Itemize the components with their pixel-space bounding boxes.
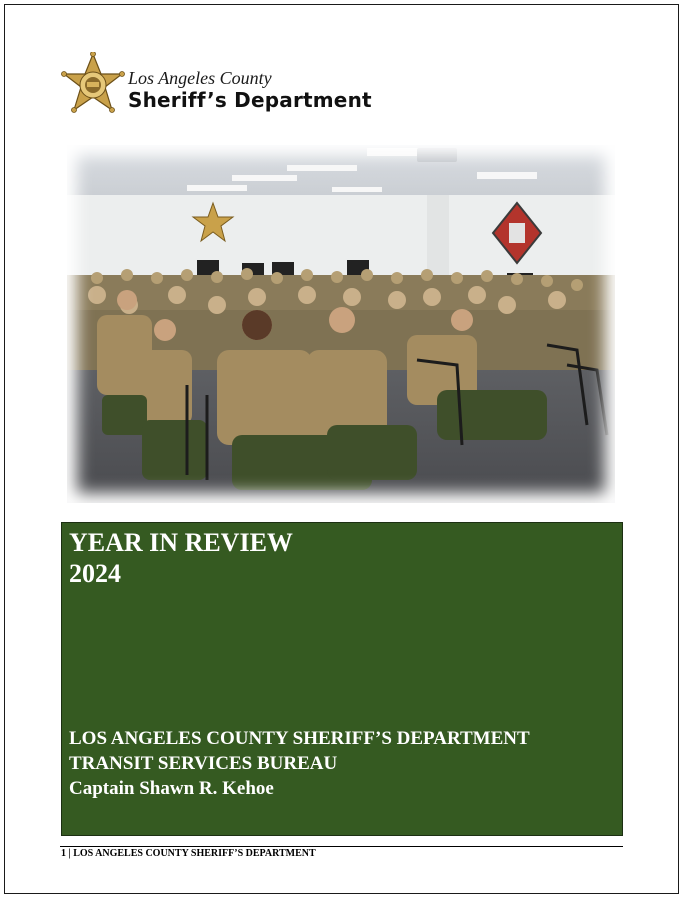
group-photo-icon: [67, 145, 615, 503]
captain-name: Captain Shawn R. Kehoe: [69, 778, 274, 799]
logo-department-text: Sheriff’s Department: [128, 88, 372, 112]
cover-title: [69, 527, 293, 589]
department-logo: [60, 52, 420, 128]
logo-county-text: Los Angeles County: [128, 68, 272, 88]
organization-name: LOS ANGELES COUNTY SHERIFF’S DEPARTMENT: [69, 728, 530, 749]
year-in-review-panel: [61, 522, 623, 836]
title-year: 2024: [69, 559, 121, 588]
sheriff-star-badge-icon: [60, 52, 126, 124]
cover-organization: [69, 726, 530, 801]
title-line-1: YEAR IN REVIEW: [69, 528, 293, 557]
bureau-name: TRANSIT SERVICES BUREAU: [69, 753, 338, 774]
footer-page-label: 1 | LOS ANGELES COUNTY SHERIFF’S DEPARTMENT: [61, 848, 316, 859]
footer-rule: [60, 846, 623, 847]
group-photo: [67, 145, 615, 503]
